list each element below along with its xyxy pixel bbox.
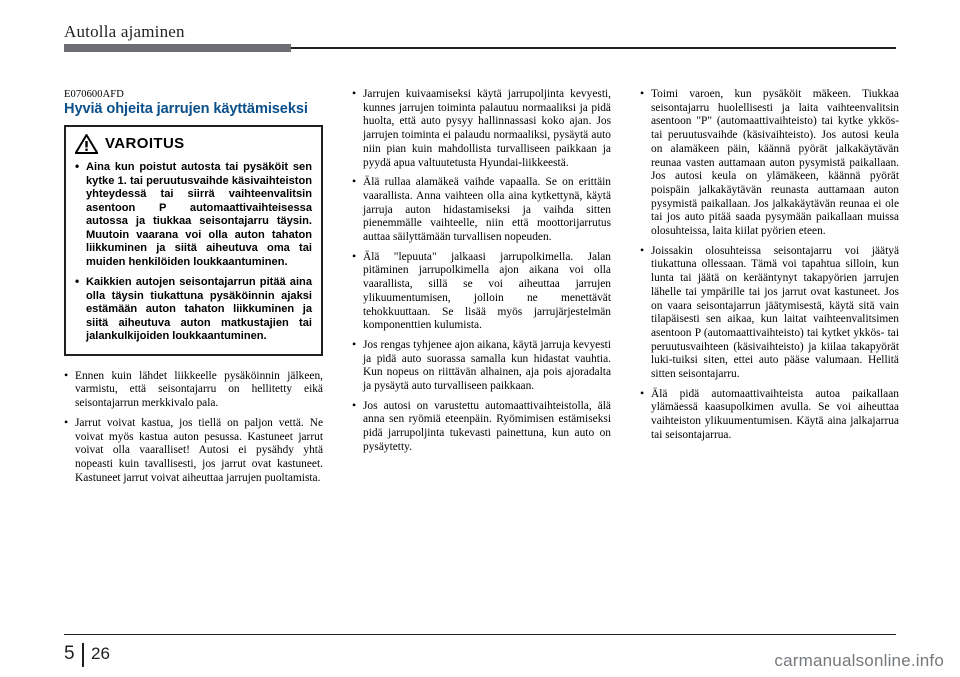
list-item: • Jarrut voivat kastua, jos tiellä on paljon vettä. Ne voivat myös kastua auton pesussa. Kastuneet jarrut voivat olla vaaralliset! Autosi ei pysähdy yhtä nopeasti kuin tavallisesti, jos jarrut ovat kastuneet. Kastuneet jarrut voivat aiheuttaa jarrujen puoltamista. bbox=[64, 417, 323, 486]
warning-box bbox=[64, 125, 323, 356]
list-item: • Älä rullaa alamäkeä vaihde vapaalla. Se on erittäin vaarallista. Anna vaihteen olla aina kytkettynä, käytä jarruja auton hidastamiseksi ja vaihda sitten pienemmälle vaihteelle, niin että moottorijarrutus auttaa säilyttämään turvallisen nopeuden. bbox=[352, 176, 611, 245]
warning-header bbox=[75, 134, 312, 154]
section-title: Hyviä ohjeita jarrujen käyttämiseksi bbox=[64, 100, 308, 117]
list-item: • Joissakin olosuhteissa seisontajarru voi jäätyä tiukattuna ollessaan. Tämä voi tapahtua silloin, kun lunta tai jäätä on kerääntynyt takapyörien jarrujen lähelle tai ympärille tai jos jarrut ovat kastuneet. Jos on vaara seisontajarrun jäätymisestä, käytä sitä vain tilapäisesti sen aikaa, kun laitat vaihteenvalitsimen asentoon P (automaattivaihteisto) tai kytket ykkös- tai peruutusvaihteen (käsivaihteisto) ja kiilaa takapyörät luki-tuiksi siten, ettei auto pääse valumaan. Hellitä sitten seisontajarru. bbox=[640, 245, 899, 382]
footer-divider bbox=[82, 643, 84, 667]
list-item: • Jos rengas tyhjenee ajon aikana, käytä jarruja kevyesti ja pidä auto suorassa samalla kun hidastat vauhtia. Kun nopeus on riittävän alhainen, aja pois ajoradalta ja pysäytä auto turvalliseen paikkaan. bbox=[352, 339, 611, 394]
footer-rule bbox=[64, 634, 896, 636]
warning-title: VAROITUS bbox=[105, 135, 185, 153]
list-item: • Ennen kuin lähdet liikkeelle pysäköinnin jälkeen, varmistu, että seisontajarru on hellitetty eikä seisontajarrun merkkivalo pala. bbox=[64, 370, 323, 411]
list-item: • Jos autosi on varustettu automaattivaihteistolla, älä anna sen ryömiä eteenpäin. Ryömimisen estämiseksi pidä jarrupoljinta tukevasti painettuna, kun auto on pysäytetty. bbox=[352, 400, 611, 455]
list-item: • Älä "lepuuta" jalkaasi jarrupolkimella. Jalan pitäminen jarrupolkimella ajon aikana voi olla vaarallista, sillä se voi aiheuttaa jarrujen ylikuumentumisen, jolloin ne menettävät tehokkuuttaan. Se lisää myös jarrujärjestelmän komponenttien kulumista. bbox=[352, 251, 611, 333]
header-accent-bar bbox=[64, 44, 291, 52]
column-left bbox=[64, 88, 323, 491]
warning-item: • Aina kun poistut autosta tai pysäköit sen kytke 1. tai peruutusvaihde käsivaihteiston yhteydessä tai siirrä vaihteenvalitsin asentoon P automaattivaihteisessa autossa ja tiukkaa seisontajarru täysin. Muutoin vaarana voi olla auton tahaton liikkuminen ja siitä aiheutuva oma tai muiden henkilöiden loukkaantuminen. bbox=[75, 161, 312, 269]
list-item: • Jarrujen kuivaamiseksi käytä jarrupoljinta kevyesti, kunnes jarrujen toiminta palautuu normaaliksi ja pidä huolta, että auto pysyy hallinnassasi koko ajan. Jos jarrujen toiminta ei palaudu normaaliksi, pysäytä auto niin pian kuin mahdollista turvalliseen paikkaan ja pyydä apua valtuutetusta Hyundai-liikkeestä. bbox=[352, 88, 611, 170]
page-footer bbox=[0, 619, 960, 677]
column-right bbox=[640, 88, 899, 449]
column-right-list bbox=[640, 88, 899, 443]
watermark: carmanualsonline.info bbox=[774, 651, 944, 670]
document-code: E070600AFD bbox=[64, 89, 124, 100]
page-title: Autolla ajaminen bbox=[64, 22, 185, 41]
list-item: • Älä pidä automaattivaihteista autoa paikallaan ylämäessä kaasupolkimen avulla. Se voi aiheuttaa vaihteiston ylikuumentumisen. Käytä aina jalkajarrua tai seisontajarrua. bbox=[640, 388, 899, 443]
page-number: 26 bbox=[91, 644, 110, 663]
page-content bbox=[64, 88, 899, 618]
warning-item: • Kaikkien autojen seisontajarrun pitää aina olla täysin tiukattuna pysäköinnin ajaksi estämään auton tahaton liikkuminen ja siitä aiheutuva auton matkustajien tai jalankulkijoiden loukkaantuminen. bbox=[75, 276, 312, 344]
column-middle bbox=[352, 88, 611, 461]
column-left-list bbox=[64, 370, 323, 486]
column-middle-list bbox=[352, 88, 611, 455]
warning-triangle-icon bbox=[75, 134, 98, 154]
list-item: • Toimi varoen, kun pysäköit mäkeen. Tiukkaa seisontajarru huolellisesti ja laita vaihteenvalitsin asentoon "P" (automaattivaihteisto) tai kytke ykkös- tai peruutusvaihde (käsivaihteisto). Jos autosi keula on alamäkeen päin, käännä pyörät jalkakäytävän reunaa vasten auttamaan auton pysymistä paikallaan. Jos autosi keula on ylämäkeen, käännä pyörät poispäin jalkakäytävän reunasta auttamaan auton pysymistä paikallaan. Jos jalkakäytävän reunaa ei ole tai jos auto pitää saada pysymään paikallaan muissa olosuhteissa, laita kiilat pyörien eteen. bbox=[640, 88, 899, 239]
warning-list bbox=[75, 161, 312, 344]
chapter-number: 5 bbox=[64, 643, 75, 664]
page-header bbox=[0, 0, 960, 58]
